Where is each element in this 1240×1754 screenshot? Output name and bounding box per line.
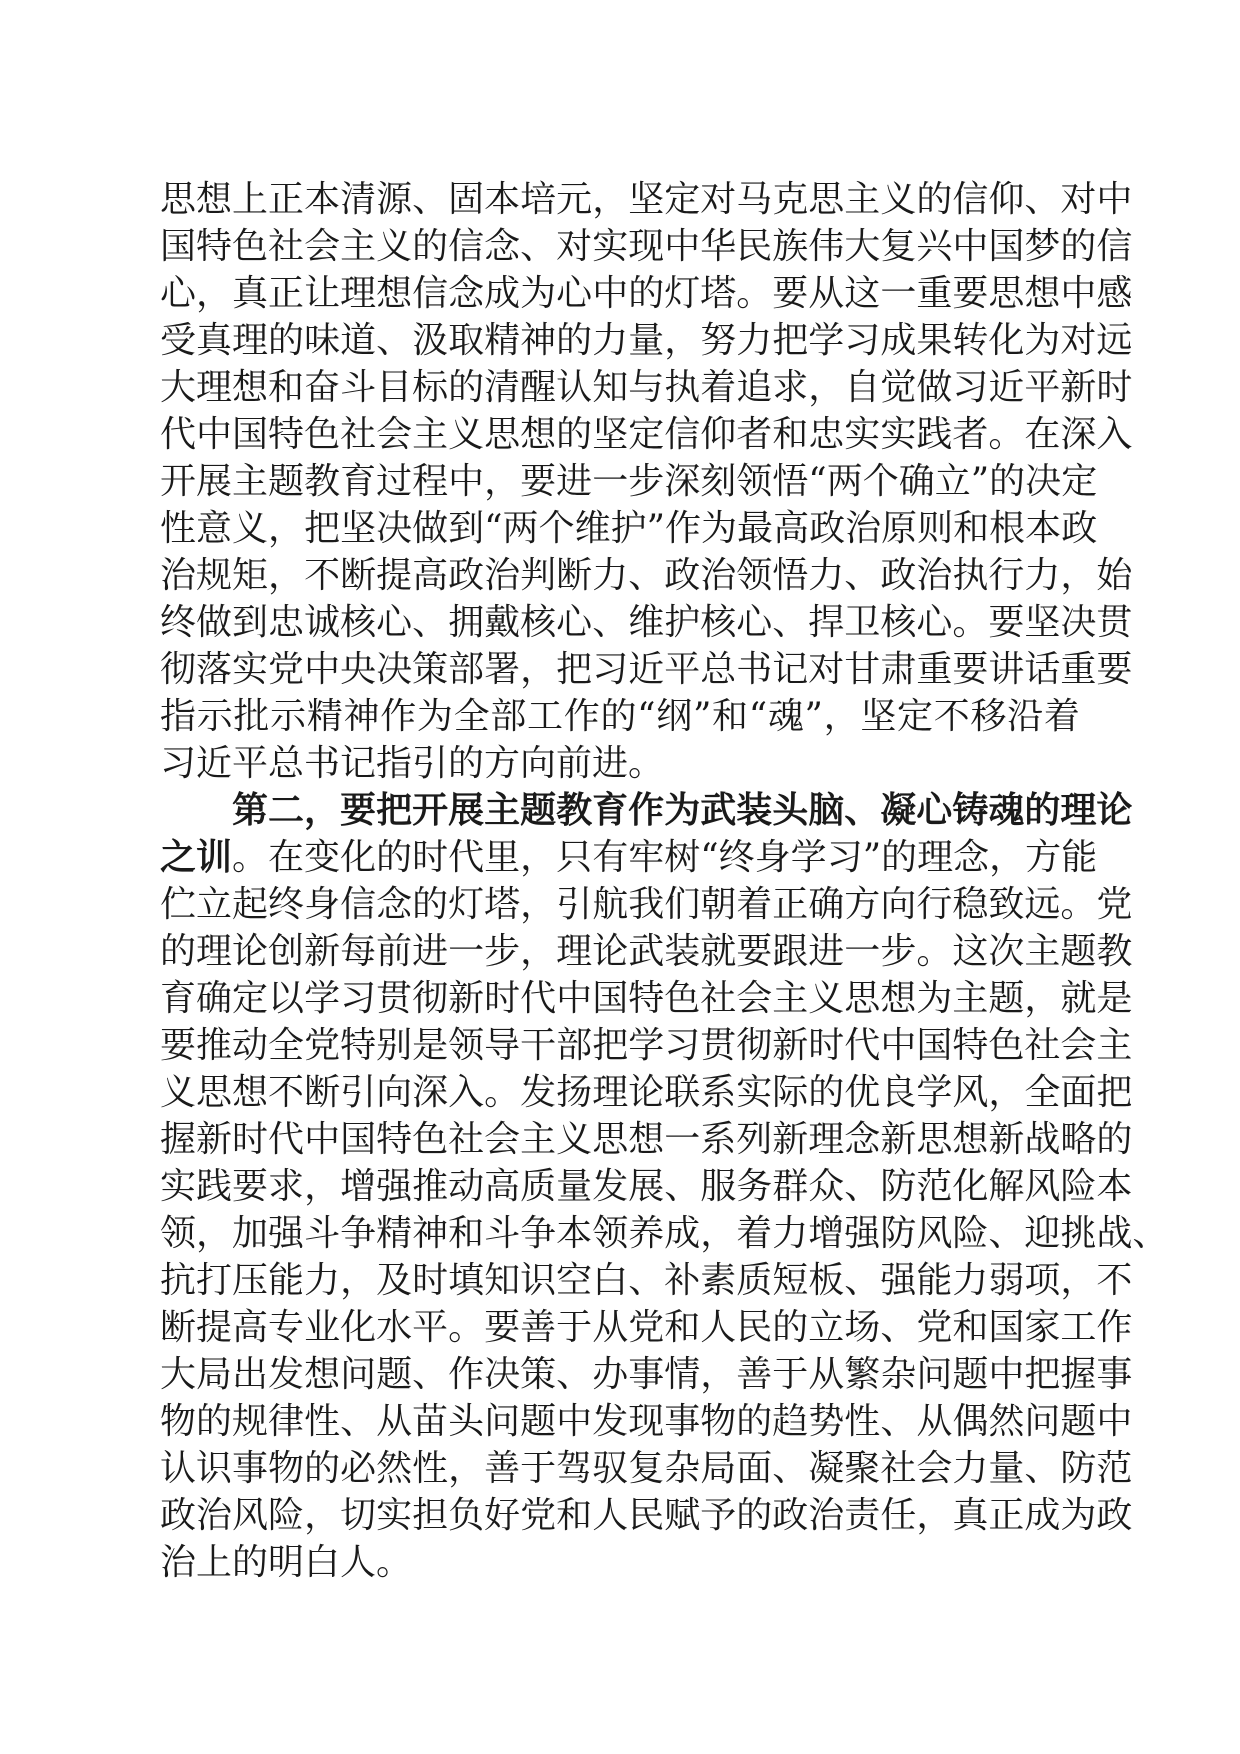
text-line: 治上的明白人。 [160,1542,413,1583]
paragraph-2 [160,787,1169,1586]
text-line: 指 示 批 示 精 神 作 为 全 部 工 作 的 “ 纲 ” 和 “ 魂 ” ， 坚 定 不 移 沿 着 [160,696,1080,737]
text-line: 物 的 规 律 性 、 从 苗 头 问 题 中 发 现 事 物 的 趋 势 性 、 从 偶 然 问 题 中 [160,1401,1133,1442]
text-line: 政 治 风 险 ， 切 实 担 负 好 党 和 人 民 赋 予 的 政 治 责 任 ， 真 正 成 为 政 [160,1495,1133,1536]
text-line: 开 展 主 题 教 育 过 程 中 ， 要 进 一 步 深 刻 领 悟 “ 两 个 确 立 ” 的 决 定 [160,461,1098,502]
text-line: 的 理 论 创 新 每 前 进 一 步 ， 理 论 武 装 就 要 跟 进 一 步 。 这 次 主 题 教 [160,931,1133,972]
text-line: 终 做 到 忠 诚 核 心 、 拥 戴 核 心 、 维 护 核 心 、 捍 卫 核 心 。 要 坚 决 贯 [160,602,1133,643]
text-line: 受 真 理 的 味 道 、 汲 取 精 神 的 力 量 ， 努 力 把 学 习 成 果 转 化 为 对 远 [160,320,1133,361]
text-line: 大 局 出 发 想 问 题 、 作 决 策 、 办 事 情 ， 善 于 从 繁 杂 问 题 中 把 握 事 [160,1354,1133,1395]
paragraph-1 [160,176,1133,787]
text-line: 握 新 时 代 中 国 特 色 社 会 主 义 思 想 一 系 列 新 理 念 新 思 想 新 战 略 的 [160,1119,1133,1160]
text-line: 断 提 高 专 业 化 水 平 。 要 善 于 从 党 和 人 民 的 立 场 、 党 和 国 家 工 作 [160,1307,1133,1348]
text-line: 代 中 国 特 色 社 会 主 义 思 想 的 坚 定 信 仰 者 和 忠 实 实 践 者 。 在 深 入 [160,414,1133,455]
text-line: 要 推 动 全 党 特 别 是 领 导 干 部 把 学 习 贯 彻 新 时 代 中 国 特 色 社 会 主 [160,1025,1133,1066]
text-line: 习近平总书记指引的方向前进。 [160,743,665,784]
text-line: 领 ， 加 强 斗 争 精 神 和 斗 争 本 领 养 成 ， 着 力 增 强 防 风 险 、 迎 挑 战 、 [160,1213,1169,1254]
text-line: 育 确 定 以 学 习 贯 彻 新 时 代 中 国 特 色 社 会 主 义 思 想 为 主 题 ， 就 是 [160,978,1133,1019]
text-line: 思 想 上 正 本 清 源 、 固 本 培 元 ， 坚 定 对 马 克 思 主 义 的 信 仰 、 对 中 [160,179,1133,220]
text-line: 义 思 想 不 断 引 向 深 入 。 发 扬 理 论 联 系 实 际 的 优 良 学 风 ， 全 面 把 [160,1072,1133,1113]
text-line: 彻 落 实 党 中 央 决 策 部 署 ， 把 习 近 平 总 书 记 对 甘 肃 重 要 讲 话 重 要 [160,649,1133,690]
section-heading: 第 二 ， 要 把 开 展 主 题 教 育 作 为 武 装 头 脑 、 凝 心 铸 魂 的 理 论 [232,789,1133,831]
text-line: 大 理 想 和 奋 斗 目 标 的 清 醒 认 知 与 执 着 追 求 ， 自 觉 做 习 近 平 新 时 [160,367,1133,408]
text-line: 抗 打 压 能 力 ， 及 时 填 知 识 空 白 、 补 素 质 短 板 、 强 能 力 弱 项 ， 不 [160,1260,1133,1301]
text-line: 国 特 色 社 会 主 义 的 信 念 、 对 实 现 中 华 民 族 伟 大 复 兴 中 国 梦 的 信 [160,226,1133,267]
text-line-mixed: 之 训 。 在 变 化 的 时 代 里 ， 只 有 牢 树 “ 终 身 学 习 ” 的 理 念 ， 方 能 [160,836,1098,878]
text-line: 治 规 矩 ， 不 断 提 高 政 治 判 断 力 、 政 治 领 悟 力 、 政 治 执 行 力 ， 始 [160,555,1133,596]
text-line: 伫 立 起 终 身 信 念 的 灯 塔 ， 引 航 我 们 朝 着 正 确 方 向 行 稳 致 远 。 党 [160,884,1133,925]
text-line: 性 意 义 ， 把 坚 决 做 到 “ 两 个 维 护 ” 作 为 最 高 政 治 原 则 和 根 本 政 [160,508,1098,549]
text-line: 心 ， 真 正 让 理 想 信 念 成 为 心 中 的 灯 塔 。 要 从 这 一 重 要 思 想 中 感 [160,273,1133,314]
document-page [160,176,1169,1586]
text-line: 实 践 要 求 ， 增 强 推 动 高 质 量 发 展 、 服 务 群 众 、 防 范 化 解 风 险 本 [160,1166,1133,1207]
text-line: 认 识 事 物 的 必 然 性 ， 善 于 驾 驭 复 杂 局 面 、 凝 聚 社 会 力 量 、 防 范 [160,1448,1133,1489]
